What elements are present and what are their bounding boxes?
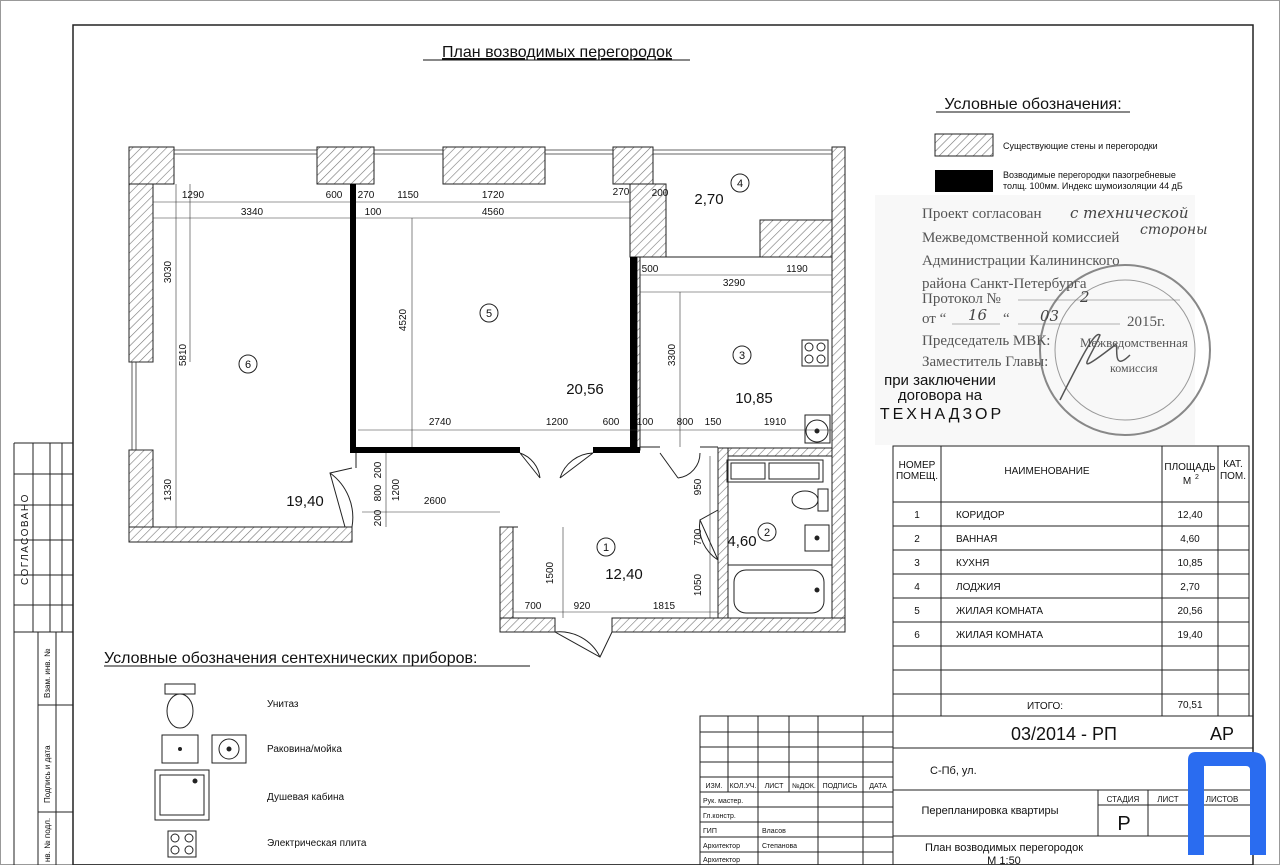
title-block-project: Перепланировка квартиры (921, 805, 1059, 817)
plumbing-legend (104, 650, 530, 857)
legend-title: Условные обозначения: (944, 96, 1122, 113)
svg-text:4520: 4520 (398, 308, 409, 332)
svg-text:4,60: 4,60 (1180, 534, 1200, 545)
svg-text:ЛИСТ: ЛИСТ (764, 783, 784, 790)
svg-text:3290: 3290 (722, 278, 746, 289)
svg-text:16: 16 (968, 306, 988, 324)
svg-text:КУХНЯ: КУХНЯ (956, 558, 990, 569)
floor-plan (129, 147, 845, 657)
svg-text:НАИМЕНОВАНИЕ: НАИМЕНОВАНИЕ (1004, 466, 1090, 477)
svg-text:Межведомственная: Межведомственная (1080, 335, 1188, 350)
svg-text:1190: 1190 (786, 264, 808, 275)
svg-text:Гл.констр.: Гл.констр. (703, 813, 736, 820)
svg-text:03: 03 (1040, 307, 1060, 325)
room-3-num: 3 (738, 350, 746, 362)
room-1-area: 12,40 (605, 566, 643, 583)
svg-text:5810: 5810 (178, 343, 189, 367)
svg-text:КОРИДОР: КОРИДОР (956, 510, 1005, 521)
svg-text:600: 600 (602, 417, 620, 428)
legend-existing-swatch (935, 134, 993, 156)
svg-text:3030: 3030 (163, 260, 174, 284)
svg-text:950: 950 (693, 478, 704, 496)
svg-text:Архитектор: Архитектор (703, 857, 740, 864)
table-total-label: ИТОГО: (1026, 701, 1064, 712)
svg-text:стороны: стороны (1140, 222, 1208, 238)
svg-text:Степанова: Степанова (762, 843, 798, 850)
table-row: 4 (914, 582, 920, 593)
svg-text:600: 600 (325, 190, 343, 201)
room-4-num: 4 (736, 178, 744, 190)
svg-text:1150: 1150 (397, 190, 419, 201)
legend (935, 96, 1183, 192)
svg-text:200: 200 (651, 188, 669, 199)
svg-text:1200: 1200 (391, 478, 402, 502)
title-block-ar: АР (1209, 724, 1235, 744)
svg-text:ГИП: ГИП (703, 828, 717, 835)
svg-text:Заместитель Главы:: Заместитель Главы: (922, 354, 1049, 370)
svg-text:М: М (1182, 476, 1192, 487)
dimension-labels (163, 187, 808, 612)
svg-text:1720: 1720 (481, 190, 505, 201)
svg-text:ИЗМ.: ИЗМ. (705, 783, 723, 790)
room-5-area: 20,56 (566, 381, 604, 398)
svg-text:700: 700 (524, 601, 542, 612)
svg-text:2: 2 (1080, 288, 1090, 306)
legend-new-label-1: Возводимые перегородки пазогребневые (1003, 170, 1176, 180)
table-row: 6 (914, 630, 920, 641)
svg-text:1290: 1290 (181, 190, 205, 201)
svg-text:270: 270 (612, 187, 630, 198)
title-block-sheet: План возводимых перегородок (924, 842, 1084, 854)
svg-text:10,85: 10,85 (1177, 558, 1203, 569)
svg-text:района Санкт-Петербурга: района Санкт-Петербурга (922, 276, 1087, 292)
svg-text:1330: 1330 (163, 478, 174, 502)
svg-text:комиссия: комиссия (1110, 361, 1158, 375)
side-podp: Подпись и дата (43, 745, 52, 803)
svg-text:2,70: 2,70 (1180, 582, 1200, 593)
dimension-lines (153, 184, 832, 618)
svg-text:ПОДПИСЬ: ПОДПИСЬ (822, 783, 858, 790)
svg-text:КОЛ.УЧ.: КОЛ.УЧ. (729, 783, 757, 790)
side-soglasovano: СОГЛАСОВАНО (20, 493, 31, 585)
plan-title: План возводимых перегородок (442, 44, 672, 61)
note-line-2: договора на (897, 387, 983, 404)
legend-new-swatch (935, 170, 993, 192)
svg-text:700: 700 (693, 528, 704, 546)
svg-text:Проект согласован: Проект согласован (922, 206, 1042, 222)
svg-text:ПОМ.: ПОМ. (1219, 471, 1247, 482)
svg-text:Администрации Калининского: Администрации Калининского (922, 253, 1120, 269)
room-2-area: 4,60 (727, 533, 757, 550)
room-1-num: 1 (602, 542, 610, 554)
title-block-code: 03/2014 - РП (1010, 724, 1118, 744)
svg-text:920: 920 (573, 601, 591, 612)
legend-new-label-2: толщ. 100мм. Индекс шумоизоляции 44 дБ (1003, 181, 1183, 191)
svg-text:270: 270 (357, 190, 375, 201)
approval-stamp (875, 195, 1210, 445)
svg-text:от “: от “ (922, 311, 947, 327)
svg-text:НОМЕР: НОМЕР (898, 460, 936, 471)
svg-text:19,40: 19,40 (1177, 630, 1203, 641)
room-6-num: 6 (244, 359, 252, 371)
svg-text:200: 200 (373, 461, 384, 479)
svg-text:ВАННАЯ: ВАННАЯ (956, 534, 998, 545)
svg-text:500: 500 (641, 264, 659, 275)
svg-text:с технической: с технической (1070, 204, 1189, 222)
svg-text:100: 100 (636, 417, 654, 428)
svg-text:ЛОДЖИЯ: ЛОДЖИЯ (956, 582, 1001, 593)
room-5-num: 5 (485, 308, 493, 320)
svg-text:1910: 1910 (763, 417, 787, 428)
svg-text:2600: 2600 (423, 496, 447, 507)
svg-text:2740: 2740 (428, 417, 452, 428)
svg-text:2: 2 (1195, 474, 1199, 481)
svg-text:“: “ (1003, 311, 1010, 327)
svg-text:Архитектор: Архитектор (703, 843, 740, 850)
svg-text:4560: 4560 (481, 207, 505, 218)
svg-text:150: 150 (704, 417, 722, 428)
svg-text:100: 100 (364, 207, 382, 218)
room-table (893, 446, 1249, 716)
title-block-stage: Р (1117, 813, 1131, 835)
svg-text:12,40: 12,40 (1177, 510, 1203, 521)
side-inv: нв. № подл. (43, 817, 52, 862)
svg-text:1815: 1815 (652, 601, 676, 612)
svg-text:Рук. мастер.: Рук. мастер. (703, 798, 744, 805)
table-row: 3 (914, 558, 920, 569)
svg-text:Межведомственной комиссией: Межведомственной комиссией (922, 230, 1120, 246)
svg-text:800: 800 (373, 484, 384, 502)
svg-text:1500: 1500 (545, 561, 556, 585)
room-4-area: 2,70 (694, 191, 724, 208)
plumbing-legend-title: Условные обозначения сентехнических приборов: (104, 650, 478, 667)
plan-fixtures (727, 340, 832, 618)
room-labels (239, 174, 776, 583)
windows (129, 150, 832, 450)
svg-text:20,56: 20,56 (1177, 606, 1203, 617)
note-line-3: ТЕХНАДЗОР (879, 406, 1005, 423)
table-row: 1 (914, 510, 920, 521)
svg-text:ЛИСТОВ: ЛИСТОВ (1205, 795, 1239, 804)
plumbing-stove-label: Электрическая плита (267, 838, 367, 849)
svg-text:ДАТА: ДАТА (869, 783, 887, 790)
svg-text:ЖИЛАЯ КОМНАТА: ЖИЛАЯ КОМНАТА (956, 630, 1044, 641)
title-block-text (703, 724, 1238, 865)
svg-text:Председатель МВК:: Председатель МВК: (922, 333, 1051, 349)
legend-existing-label: Существующие стены и перегородки (1003, 141, 1158, 151)
plumbing-toilet-label: Унитаз (267, 699, 299, 710)
room-6-area: 19,40 (286, 493, 324, 510)
plumbing-sink-label: Раковина/мойка (267, 744, 342, 755)
svg-text:ЖИЛАЯ КОМНАТА: ЖИЛАЯ КОМНАТА (956, 606, 1044, 617)
svg-text:200: 200 (373, 509, 384, 527)
room-2-num: 2 (763, 527, 771, 539)
svg-text:ПОМЕЩ.: ПОМЕЩ. (895, 471, 939, 482)
svg-text:КАТ.: КАТ. (1223, 459, 1243, 470)
side-strip (14, 443, 73, 865)
svg-text:ПЛОЩАДЬ: ПЛОЩАДЬ (1164, 462, 1216, 473)
svg-text:ЛИСТ: ЛИСТ (1157, 795, 1179, 804)
title-block-address: С-Пб, ул. (930, 765, 977, 777)
svg-text:2015г.: 2015г. (1127, 314, 1166, 330)
side-vzam: Взам. инв. № (43, 648, 52, 698)
svg-text:№ДОК.: №ДОК. (792, 783, 816, 790)
room-3-area: 10,85 (735, 390, 773, 407)
note-line-1: при заключении (884, 372, 996, 389)
table-row: 2 (914, 534, 920, 545)
svg-text:1200: 1200 (545, 417, 569, 428)
svg-text:Протокол №: Протокол № (922, 291, 1001, 307)
svg-text:3300: 3300 (667, 343, 678, 367)
title-block-scale: М 1:50 (987, 855, 1021, 865)
svg-text:1050: 1050 (693, 573, 704, 597)
table-row: 5 (914, 606, 920, 617)
svg-text:СТАДИЯ: СТАДИЯ (1106, 795, 1140, 804)
plumbing-shower-label: Душевая кабина (267, 792, 345, 803)
svg-text:3340: 3340 (240, 207, 264, 218)
table-total: 70,51 (1177, 700, 1203, 711)
svg-text:800: 800 (676, 417, 694, 428)
svg-text:Власов: Власов (762, 828, 786, 835)
